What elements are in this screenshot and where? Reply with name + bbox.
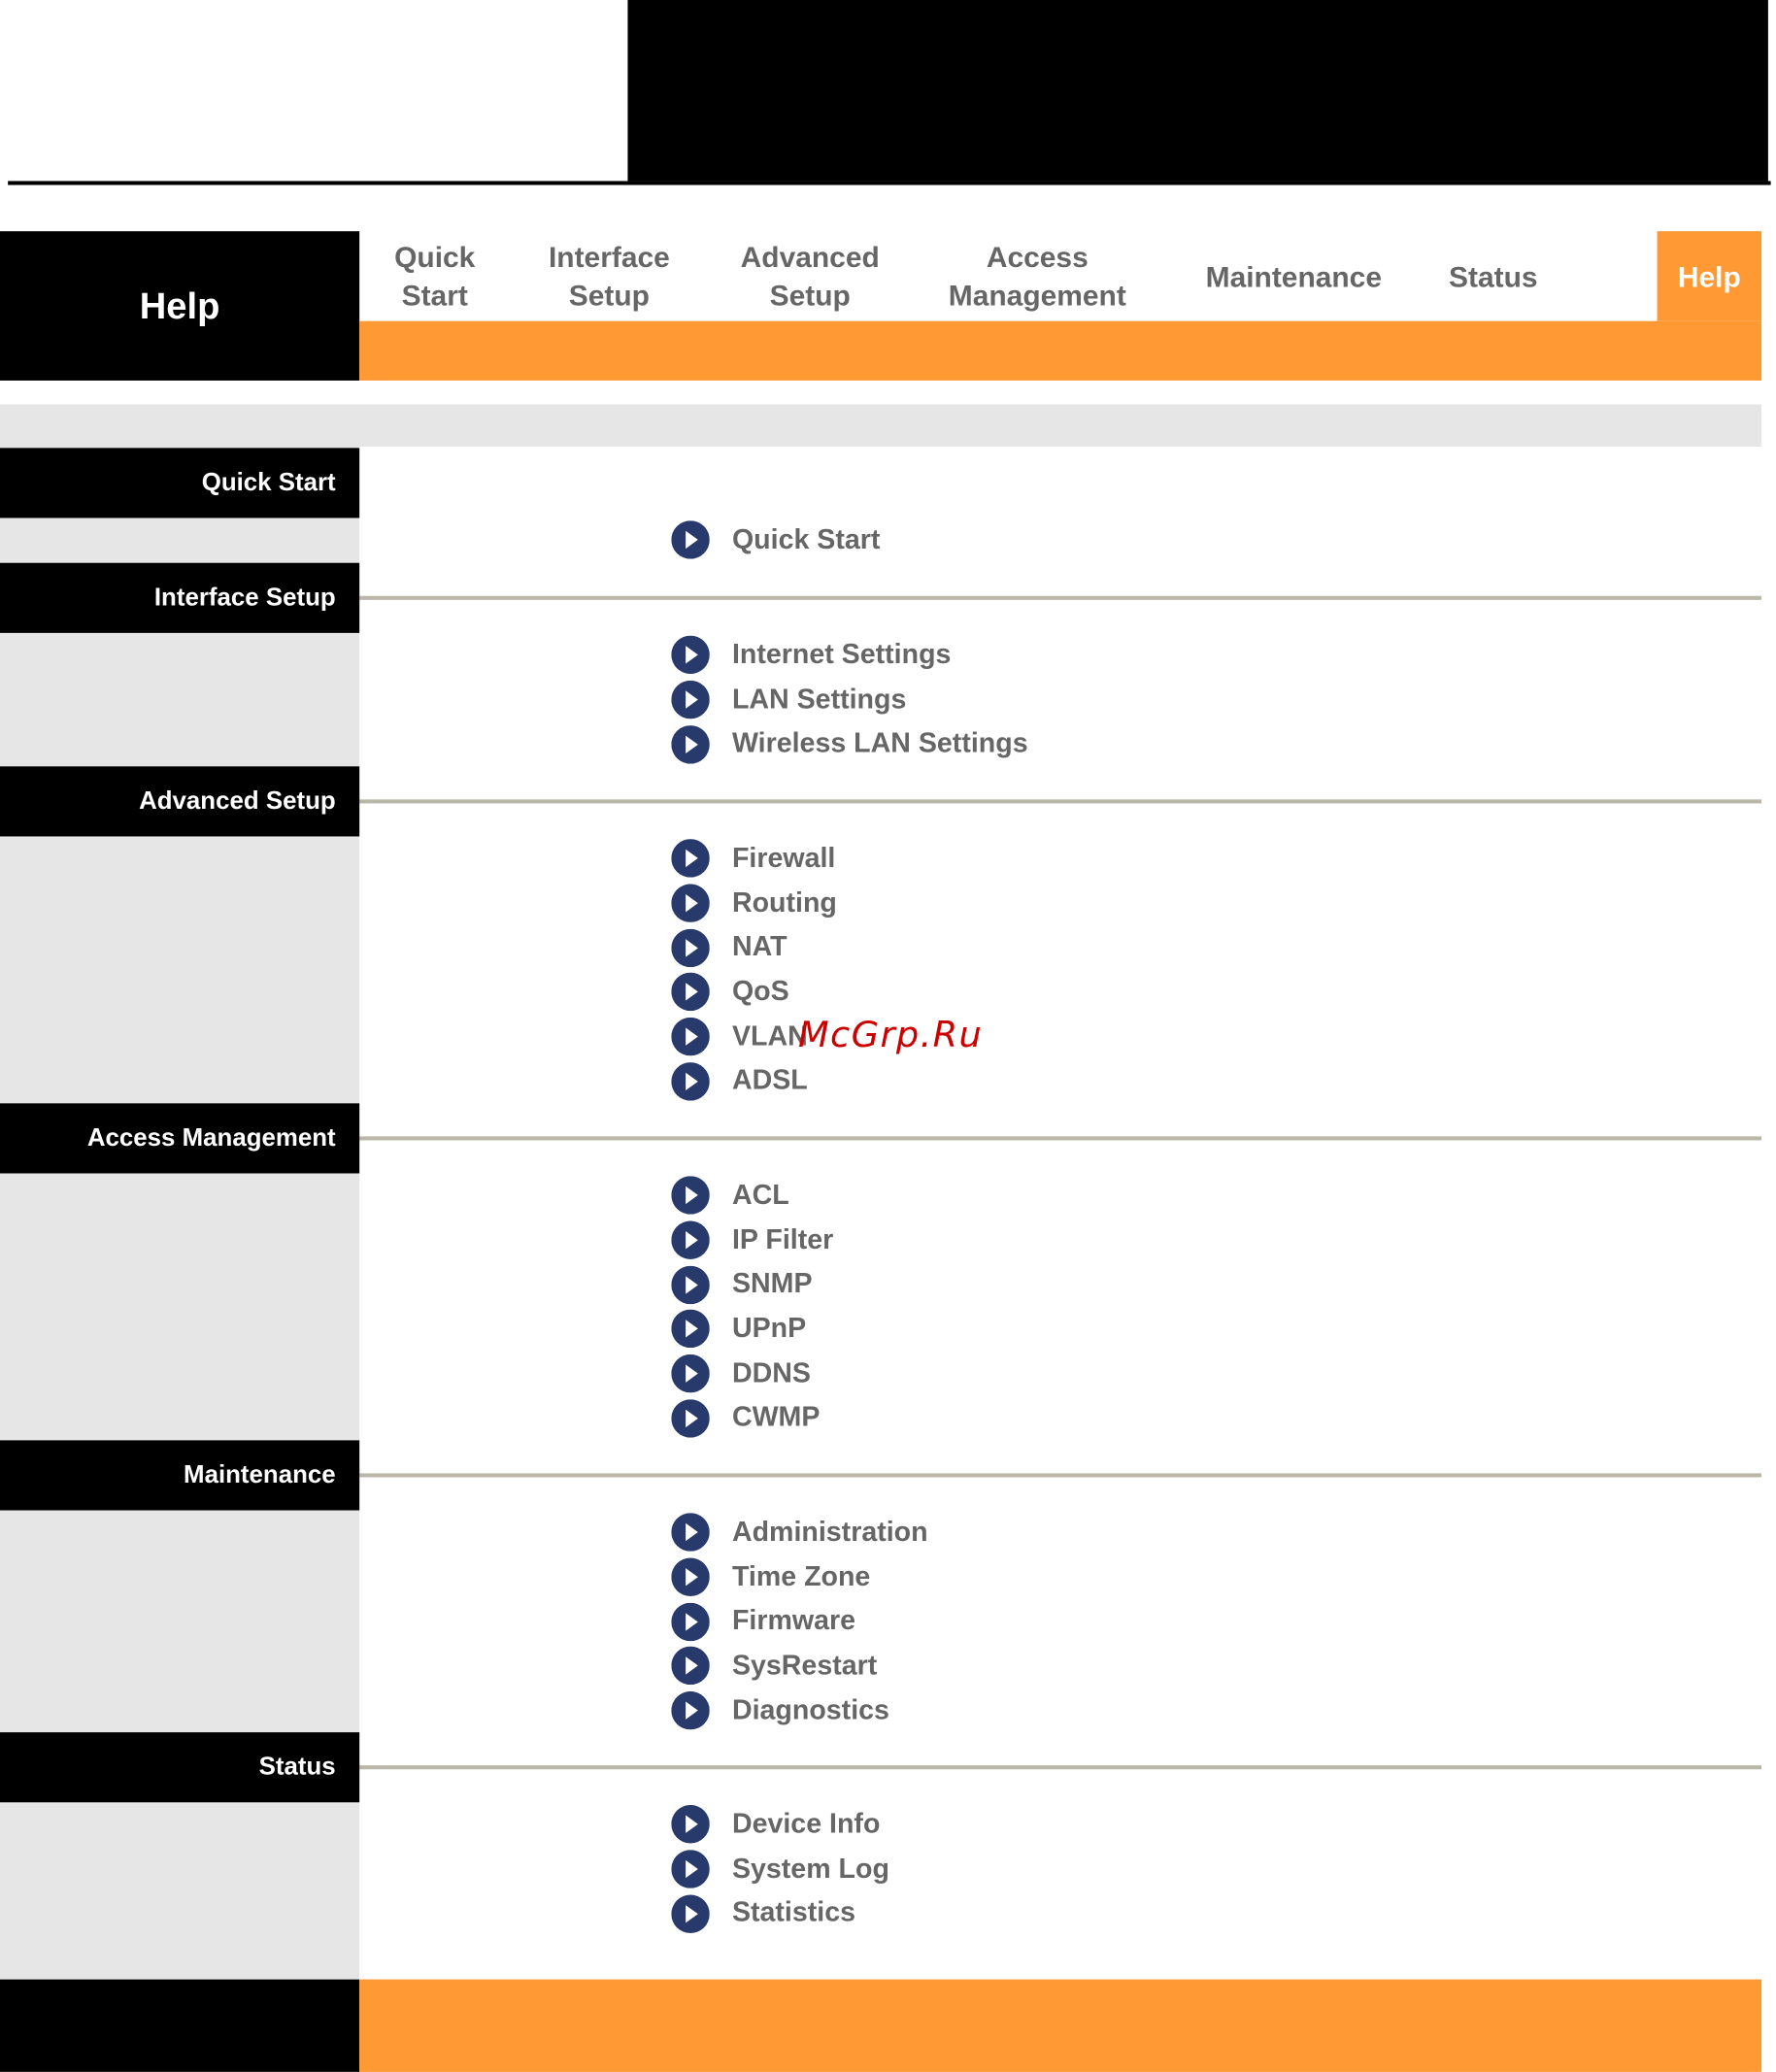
help-link-device-info[interactable]	[671, 1802, 1464, 1847]
section-header-maintenance: Maintenance	[0, 1440, 359, 1510]
circle-arrow-right-icon	[671, 1514, 709, 1552]
help-link-statistics[interactable]	[671, 1891, 1464, 1936]
link-label: Quick Start	[731, 524, 881, 555]
circle-arrow-right-icon	[671, 1850, 709, 1888]
circle-arrow-right-icon	[671, 1310, 709, 1348]
circle-arrow-right-icon	[671, 636, 709, 674]
link-label: SNMP	[731, 1268, 813, 1300]
tab-label: Setup	[769, 279, 851, 313]
tab-advanced-setup[interactable]	[724, 231, 896, 321]
watermark-text: McGrp.Ru	[797, 1015, 984, 1056]
section-divider	[359, 1136, 1761, 1140]
circle-arrow-right-icon	[671, 1062, 709, 1100]
link-label: CWMP	[731, 1402, 821, 1433]
circle-arrow-right-icon	[671, 1221, 709, 1259]
section-links-maintenance	[671, 1511, 1464, 1733]
help-link-adsl[interactable]	[671, 1059, 1464, 1104]
section-divider	[359, 596, 1761, 600]
help-link-system-log[interactable]	[671, 1847, 1464, 1891]
section-divider	[359, 799, 1761, 803]
link-label: Routing	[731, 886, 837, 919]
top-banner	[627, 0, 1767, 181]
footer-left-block	[0, 1980, 359, 2072]
tab-label: Quick	[394, 240, 476, 274]
tab-label: Status	[1449, 259, 1538, 293]
help-link-time-zone[interactable]	[671, 1554, 1464, 1599]
help-link-cwmp[interactable]	[671, 1396, 1464, 1441]
circle-arrow-right-icon	[671, 1265, 709, 1303]
page-title: Help	[0, 231, 359, 381]
subheader-strip	[0, 404, 1761, 447]
link-label: IP Filter	[731, 1223, 834, 1255]
tab-interface-setup[interactable]	[530, 231, 688, 321]
link-label: ADSL	[731, 1065, 808, 1096]
circle-arrow-right-icon	[671, 1647, 709, 1685]
footer-bar	[359, 1980, 1761, 2072]
help-link-ip-filter[interactable]	[671, 1218, 1464, 1262]
help-link-firewall[interactable]	[671, 836, 1464, 881]
link-label: LAN Settings	[731, 684, 907, 715]
section-links-access-management	[671, 1173, 1464, 1440]
circle-arrow-right-icon	[671, 1805, 709, 1843]
tab-label: Start	[401, 279, 468, 313]
circle-arrow-right-icon	[671, 1177, 709, 1215]
link-label: ACL	[731, 1180, 789, 1211]
circle-arrow-right-icon	[671, 973, 709, 1011]
section-links-status	[671, 1802, 1464, 1936]
section-header-quick-start: Quick Start	[0, 448, 359, 518]
top-banner-rule	[8, 181, 1770, 184]
link-label: VLAN	[731, 1020, 808, 1052]
circle-arrow-right-icon	[671, 1018, 709, 1055]
help-link-nat[interactable]	[671, 925, 1464, 970]
link-label: UPnP	[731, 1313, 807, 1344]
circle-arrow-right-icon	[671, 1558, 709, 1596]
help-link-acl[interactable]	[671, 1173, 1464, 1218]
section-header-advanced-setup: Advanced Setup	[0, 766, 359, 836]
help-link-wireless-lan-settings[interactable]	[671, 722, 1464, 767]
link-label: DDNS	[731, 1357, 811, 1388]
help-link-ddns[interactable]	[671, 1352, 1464, 1396]
help-link-administration[interactable]	[671, 1511, 1464, 1555]
circle-arrow-right-icon	[671, 1602, 709, 1640]
tab-label: Maintenance	[1205, 259, 1382, 293]
circle-arrow-right-icon	[671, 928, 709, 966]
tab-label: Help	[1677, 259, 1741, 293]
link-label: QoS	[731, 976, 789, 1007]
circle-arrow-right-icon	[671, 1894, 709, 1932]
link-label: Diagnostics	[731, 1694, 889, 1725]
link-label: Firmware	[731, 1605, 856, 1637]
link-label: System Log	[731, 1853, 889, 1885]
nav-submenu-bar	[359, 321, 1761, 381]
link-label: Wireless LAN Settings	[731, 728, 1028, 759]
link-label: SysRestart	[731, 1650, 878, 1681]
help-link-routing[interactable]	[671, 881, 1464, 925]
tab-label: Setup	[568, 279, 650, 313]
help-link-quick-start[interactable]	[671, 518, 1464, 562]
circle-arrow-right-icon	[671, 521, 709, 559]
help-link-qos[interactable]	[671, 970, 1464, 1015]
tab-status[interactable]	[1427, 231, 1559, 321]
help-link-lan-settings[interactable]	[671, 678, 1464, 722]
circle-arrow-right-icon	[671, 1399, 709, 1437]
circle-arrow-right-icon	[671, 725, 709, 763]
link-label: NAT	[731, 931, 787, 963]
circle-arrow-right-icon	[671, 840, 709, 878]
help-link-firmware[interactable]	[671, 1599, 1464, 1644]
circle-arrow-right-icon	[671, 681, 709, 719]
circle-arrow-right-icon	[671, 1691, 709, 1729]
circle-arrow-right-icon	[671, 1354, 709, 1392]
section-divider	[359, 1473, 1761, 1477]
help-link-vlan[interactable]	[671, 1015, 1464, 1059]
tab-maintenance[interactable]	[1184, 231, 1403, 321]
section-links-advanced-setup	[671, 836, 1464, 1103]
tab-label: Interface	[548, 240, 670, 274]
section-links-interface-setup	[671, 633, 1464, 767]
tab-label: Management	[948, 279, 1126, 313]
section-header-interface-setup: Interface Setup	[0, 563, 359, 633]
link-label: Statistics	[731, 1897, 856, 1928]
section-header-status: Status	[0, 1732, 359, 1802]
tab-help[interactable]	[1658, 231, 1762, 321]
help-link-upnp[interactable]	[671, 1307, 1464, 1352]
section-header-access-management: Access Management	[0, 1103, 359, 1173]
section-divider	[359, 1765, 1761, 1769]
help-link-diagnostics[interactable]	[671, 1688, 1464, 1733]
tab-label: Access	[986, 240, 1089, 274]
help-link-internet-settings[interactable]	[671, 633, 1464, 678]
tab-access-management[interactable]	[925, 231, 1150, 321]
link-label: Firewall	[731, 843, 836, 874]
circle-arrow-right-icon	[671, 884, 709, 921]
link-label: Device Info	[731, 1808, 881, 1840]
section-links-quick-start	[671, 518, 1464, 562]
link-label: Internet Settings	[731, 639, 952, 670]
link-label: Time Zone	[731, 1560, 871, 1592]
help-link-snmp[interactable]	[671, 1262, 1464, 1307]
tab-label: Advanced	[740, 240, 880, 274]
tab-quick-start[interactable]	[382, 231, 487, 321]
link-label: Administration	[731, 1517, 928, 1548]
help-link-sysrestart[interactable]	[671, 1644, 1464, 1688]
